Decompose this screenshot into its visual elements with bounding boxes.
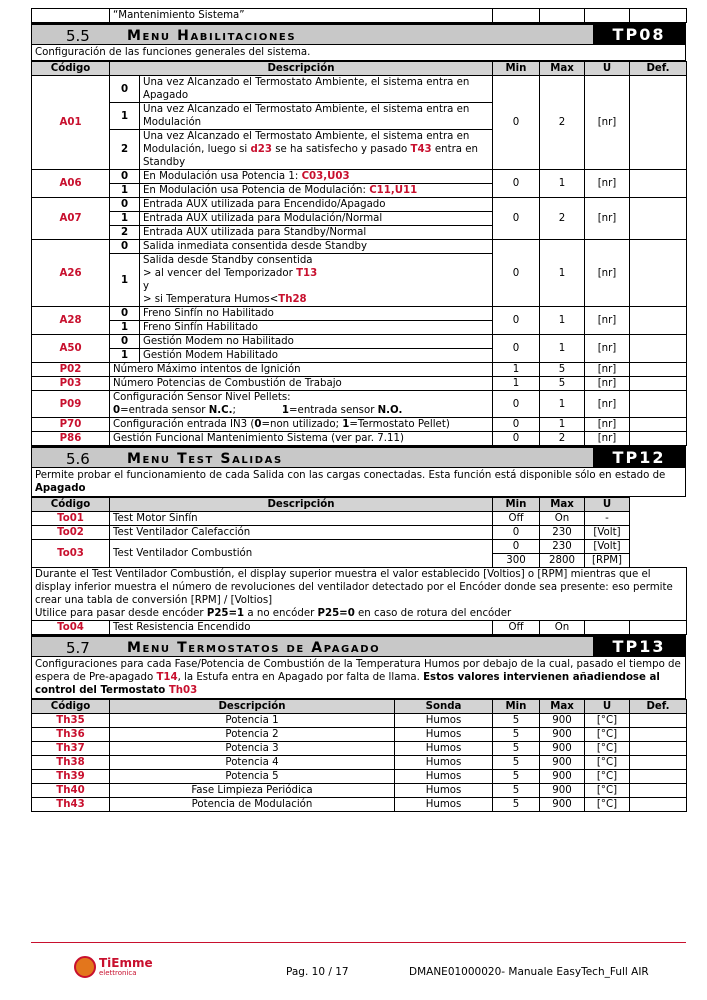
param-default (630, 742, 687, 756)
param-ref: Th28 (278, 294, 307, 305)
param-unit: - (585, 512, 630, 526)
param-default (630, 363, 687, 377)
table-row (32, 621, 687, 635)
param-unit: [°C] (585, 714, 630, 728)
param-min: 0 (493, 418, 540, 432)
header-code: Código (32, 700, 110, 714)
text: N.C. (208, 405, 233, 416)
param-ref: Th03 (168, 685, 198, 696)
param-max: 230 (540, 540, 585, 554)
param-min: 0 (493, 76, 540, 170)
param-unit: [°C] (585, 798, 630, 812)
param-code: P03 (32, 377, 110, 391)
param-unit: [°C] (585, 756, 630, 770)
page-number: Pag. 10 / 17 (286, 966, 349, 978)
param-desc: Potencia 5 (110, 770, 395, 784)
logo-ball-icon (74, 956, 96, 978)
param-min: 5 (493, 798, 540, 812)
text: y (143, 281, 150, 292)
document-id: DMANE01000020- Manuale EasyTech_Full AIR (409, 966, 649, 978)
tp-badge: TP13 (593, 637, 685, 657)
option-value: 2 (110, 130, 140, 170)
param-default (630, 756, 687, 770)
section-title: Menu Termostatos de Apagado (127, 640, 381, 656)
param-max: 5 (540, 377, 585, 391)
param-sonda: Humos (395, 756, 493, 770)
test-salidas-table (31, 497, 687, 635)
param-ref: d23 (250, 144, 272, 155)
section-number: 5.5 (66, 27, 90, 45)
text: > al vencer del Temporizador (143, 268, 297, 279)
param-code: Th35 (32, 714, 110, 728)
param-code: P86 (32, 432, 110, 446)
option-value: 1 (110, 184, 140, 198)
param-default (630, 198, 687, 240)
top-continuation-table (31, 8, 687, 23)
option-value: 1 (110, 349, 140, 363)
table-row (32, 540, 687, 554)
param-code: A50 (32, 335, 110, 363)
text: entra en Standby (143, 144, 479, 168)
table-row (32, 418, 687, 432)
param-sonda: Humos (395, 770, 493, 784)
document-page (31, 8, 686, 812)
param-max: 1 (540, 240, 585, 307)
text: Salida desde Standby consentida (143, 255, 313, 266)
footer-divider (31, 942, 686, 943)
param-unit: [nr] (585, 418, 630, 432)
option-value: 0 (110, 170, 140, 184)
param-min: 0 (493, 240, 540, 307)
option-value: 0 (110, 76, 140, 103)
text: 1 (342, 419, 350, 430)
note-row (32, 568, 687, 621)
param-code: P70 (32, 418, 110, 432)
param-unit: [nr] (585, 377, 630, 391)
header-code: Código (32, 498, 110, 512)
table-row (32, 742, 687, 756)
param-unit: [RPM] (585, 554, 630, 568)
param-unit: [nr] (585, 363, 630, 377)
table-row (32, 170, 687, 184)
option-desc (140, 184, 493, 198)
param-desc: Número Máximo intentos de Ignición (110, 363, 493, 377)
param-ref: C03,U03 (301, 171, 350, 182)
table-row (32, 307, 687, 321)
param-unit: [nr] (585, 240, 630, 307)
param-unit: [nr] (585, 391, 630, 418)
section-5-6-header (31, 446, 686, 468)
param-min: 0 (493, 432, 540, 446)
param-desc: Potencia 2 (110, 728, 395, 742)
param-max: 1 (540, 391, 585, 418)
param-unit: [nr] (585, 198, 630, 240)
param-min: 1 (493, 363, 540, 377)
param-min: 5 (493, 728, 540, 742)
header-desc: Descripción (110, 62, 493, 76)
section-5-5-header (31, 23, 686, 45)
option-desc: Entrada AUX utilizada para Encendido/Apagado (140, 198, 493, 212)
param-code: A26 (32, 240, 110, 307)
param-min: 0 (493, 540, 540, 554)
table-row (32, 363, 687, 377)
option-desc (140, 130, 493, 170)
param-default (630, 377, 687, 391)
param-default (630, 798, 687, 812)
text: 0 (254, 419, 262, 430)
param-desc: Test Ventilador Combustión (110, 540, 493, 568)
text: ; (232, 405, 236, 416)
param-max: 5 (540, 363, 585, 377)
header-min: Min (493, 498, 540, 512)
section-5-7-header (31, 635, 686, 657)
param-min: 0 (493, 526, 540, 540)
param-desc: Potencia de Modulación (110, 798, 395, 812)
header-desc: Descripción (110, 700, 395, 714)
param-min: 5 (493, 770, 540, 784)
param-unit: [Volt] (585, 540, 630, 554)
param-desc: Test Ventilador Calefacción (110, 526, 493, 540)
text: =entrada sensor (120, 405, 209, 416)
param-code: Th43 (32, 798, 110, 812)
param-unit: [nr] (585, 307, 630, 335)
text: , la Estufa entra en Apagado por falta de llama. (177, 672, 424, 683)
option-value: 1 (110, 103, 140, 130)
param-min: Off (493, 512, 540, 526)
table-row (32, 728, 687, 742)
param-code: A28 (32, 307, 110, 335)
header-def: Def. (630, 62, 687, 76)
param-unit: [Volt] (585, 526, 630, 540)
param-ref: T13 (296, 268, 318, 279)
param-default (630, 76, 687, 170)
text: Utilice para pasar desde encóder (35, 608, 207, 619)
text: En Modulación usa Potencia 1: (143, 171, 302, 182)
company-logo (74, 954, 164, 982)
param-max: 900 (540, 756, 585, 770)
text: se ha satisfecho y pasado (271, 144, 411, 155)
header-def: Def. (630, 700, 687, 714)
param-sonda: Humos (395, 714, 493, 728)
termostatos-table (31, 699, 687, 812)
table-row (32, 432, 687, 446)
param-max: On (540, 621, 585, 635)
param-max: 900 (540, 798, 585, 812)
param-max: 900 (540, 770, 585, 784)
param-min: 1 (493, 377, 540, 391)
text: N.O. (377, 405, 403, 416)
param-unit: [°C] (585, 742, 630, 756)
param-desc: Número Potencias de Combustión de Trabajo (110, 377, 493, 391)
text: 1 (281, 405, 290, 416)
param-ref: C11,U11 (369, 185, 418, 196)
table-row (32, 377, 687, 391)
param-desc: Gestión Funcional Mantenimiento Sistema (ver par. 7.11) (110, 432, 493, 446)
param-desc: Potencia 1 (110, 714, 395, 728)
param-sonda: Humos (395, 798, 493, 812)
param-code: A01 (32, 76, 110, 170)
param-max: 900 (540, 728, 585, 742)
header-min: Min (493, 62, 540, 76)
header-max: Max (540, 700, 585, 714)
table-row (32, 512, 687, 526)
text: =non utilizado; (261, 419, 343, 430)
param-sonda: Humos (395, 728, 493, 742)
text: Configuración entrada IN3 ( (113, 419, 255, 430)
param-default (630, 170, 687, 198)
param-default (630, 335, 687, 363)
text: Permite probar el funcionamiento de cada Salida con las cargas conectadas. Esta función está disponible sólo en estado de (35, 470, 666, 481)
text: en caso de rotura del encóder (354, 608, 512, 619)
param-min: Off (493, 621, 540, 635)
param-code: To03 (32, 540, 110, 568)
param-max: 1 (540, 335, 585, 363)
option-value: 0 (110, 240, 140, 254)
option-desc: Entrada AUX utilizada para Standby/Normal (140, 226, 493, 240)
text: =Termostato Pellet) (349, 419, 450, 430)
param-max: 230 (540, 526, 585, 540)
section-intro (31, 468, 686, 497)
param-desc: Test Resistencia Encendido (110, 621, 493, 635)
param-code: To02 (32, 526, 110, 540)
param-desc: Potencia 4 (110, 756, 395, 770)
param-code: To01 (32, 512, 110, 526)
param-unit: [°C] (585, 784, 630, 798)
text: P25=0 (317, 608, 355, 619)
text: a no encóder (244, 608, 318, 619)
text: Configuración Sensor Nivel Pellets: (113, 392, 291, 403)
option-value: 2 (110, 226, 140, 240)
table-row (32, 756, 687, 770)
param-max: 1 (540, 307, 585, 335)
table-row (32, 784, 687, 798)
text: P25=1 (206, 608, 245, 619)
option-desc: Gestión Modem no Habilitado (140, 335, 493, 349)
param-min: 0 (493, 391, 540, 418)
param-min: 0 (493, 170, 540, 198)
param-max: 2 (540, 432, 585, 446)
param-default (630, 391, 687, 418)
param-default (630, 240, 687, 307)
text: Una vez Alcanzado el Termostato Ambiente, el sistema entra en Modulación, luego si (143, 131, 470, 155)
header-max: Max (540, 62, 585, 76)
table-row (32, 798, 687, 812)
option-desc: Salida inmediata consentida desde Standby (140, 240, 493, 254)
param-sonda: Humos (395, 784, 493, 798)
option-desc: Freno Sinfín no Habilitado (140, 307, 493, 321)
param-min: 5 (493, 714, 540, 728)
text: =entrada sensor (289, 405, 378, 416)
text: Durante el Test Ventilador Combustión, el display superior muestra el valor establecido [Voltios] o [RPM] mientras que el display inferior muestra el número de revoluciones del ventilador detectado por el Encóder donde sea presente: eso permite crear una tabla de conversión [RPM] / [Voltios] (35, 569, 673, 606)
text: 0 (113, 405, 121, 416)
section-title: Menu Habilitaciones (127, 28, 297, 44)
header-max: Max (540, 498, 585, 512)
text-line (143, 293, 489, 306)
param-min: 5 (493, 756, 540, 770)
param-code: Th37 (32, 742, 110, 756)
option-value: 0 (110, 307, 140, 321)
param-code: Th38 (32, 756, 110, 770)
text-line (143, 267, 489, 280)
param-sonda: Humos (395, 742, 493, 756)
param-default (630, 770, 687, 784)
param-min: 300 (493, 554, 540, 568)
option-desc: Una vez Alcanzado el Termostato Ambiente, el sistema entra en Apagado (140, 76, 493, 103)
param-max: 2800 (540, 554, 585, 568)
param-min: 0 (493, 335, 540, 363)
param-max: 1 (540, 170, 585, 198)
option-desc (140, 170, 493, 184)
param-min: 0 (493, 307, 540, 335)
tp-badge: TP08 (593, 25, 685, 45)
text: > si Temperatura Humos< (143, 294, 279, 305)
param-default (630, 784, 687, 798)
tp-badge: TP12 (593, 448, 685, 468)
logo-subtitle: elettronica (99, 969, 137, 977)
param-max: 900 (540, 714, 585, 728)
table-row (32, 240, 687, 254)
param-default (630, 728, 687, 742)
table-row (32, 335, 687, 349)
option-value: 1 (110, 321, 140, 335)
param-max: 900 (540, 742, 585, 756)
option-value: 0 (110, 198, 140, 212)
note-text (32, 568, 687, 621)
text: En Modulación usa Potencia de Modulación: (143, 185, 370, 196)
header-desc: Descripción (110, 498, 493, 512)
param-ref: T14 (156, 672, 178, 683)
param-desc: Fase Limpieza Periódica (110, 784, 395, 798)
text: Configuraciones para cada Fase/Potencia de Combustión de la Temperatura Humos por debajo de la cual, pasado el tiempo de espera de Pre-apagado (35, 659, 681, 683)
param-code: A07 (32, 198, 110, 240)
param-code: P02 (32, 363, 110, 377)
param-code: Th39 (32, 770, 110, 784)
option-value: 1 (110, 212, 140, 226)
param-ref: T43 (410, 144, 432, 155)
param-unit: [nr] (585, 335, 630, 363)
header-code: Código (32, 62, 110, 76)
param-unit: [nr] (585, 432, 630, 446)
option-desc (140, 254, 493, 307)
section-intro: Configuración de las funciones generales del sistema. (31, 45, 686, 61)
text-line (35, 607, 683, 620)
param-code: P09 (32, 391, 110, 418)
header-min: Min (493, 700, 540, 714)
habilitaciones-table (31, 61, 687, 446)
param-desc (110, 391, 493, 418)
param-unit: [°C] (585, 728, 630, 742)
param-default (630, 418, 687, 432)
param-desc: Potencia 3 (110, 742, 395, 756)
logo-name: TiEmme (99, 956, 153, 970)
option-desc: Freno Sinfín Habilitado (140, 321, 493, 335)
param-unit: [°C] (585, 770, 630, 784)
table-header-row (32, 62, 687, 76)
top-row-text: “Mantenimiento Sistema” (110, 9, 493, 23)
param-max: 2 (540, 198, 585, 240)
table-header-row (32, 700, 687, 714)
param-min: 5 (493, 784, 540, 798)
option-desc: Una vez Alcanzado el Termostato Ambiente, el sistema entra en Modulación (140, 103, 493, 130)
param-code: Th36 (32, 728, 110, 742)
section-title: Menu Test Salidas (127, 451, 283, 467)
table-row (32, 76, 687, 103)
param-max: On (540, 512, 585, 526)
param-max: 900 (540, 784, 585, 798)
option-desc: Gestión Modem Habilitado (140, 349, 493, 363)
param-unit: [nr] (585, 170, 630, 198)
text-line (113, 404, 489, 417)
param-min: 5 (493, 742, 540, 756)
table-row (32, 714, 687, 728)
table-row (32, 770, 687, 784)
header-u: U (585, 498, 630, 512)
table-row (32, 198, 687, 212)
option-value: 1 (110, 254, 140, 307)
param-default (630, 307, 687, 335)
param-code: To04 (32, 621, 110, 635)
table-header-row (32, 498, 687, 512)
param-max: 2 (540, 76, 585, 170)
param-desc: Test Motor Sinfín (110, 512, 493, 526)
param-default (630, 432, 687, 446)
param-code: Th40 (32, 784, 110, 798)
param-desc (110, 418, 493, 432)
header-u: U (585, 62, 630, 76)
text: Estos valores intervienen añadiendose al control del Termostato (35, 672, 660, 696)
param-code: A06 (32, 170, 110, 198)
section-number: 5.6 (66, 450, 90, 468)
header-sonda: Sonda (395, 700, 493, 714)
option-value: 0 (110, 335, 140, 349)
text: Apagado (35, 483, 86, 494)
header-u: U (585, 700, 630, 714)
option-desc: Entrada AUX utilizada para Modulación/Normal (140, 212, 493, 226)
param-unit: [nr] (585, 76, 630, 170)
param-default (630, 714, 687, 728)
table-row (32, 526, 687, 540)
table-row (32, 391, 687, 418)
section-number: 5.7 (66, 639, 90, 657)
section-intro (31, 657, 686, 699)
param-max: 1 (540, 418, 585, 432)
param-min: 0 (493, 198, 540, 240)
